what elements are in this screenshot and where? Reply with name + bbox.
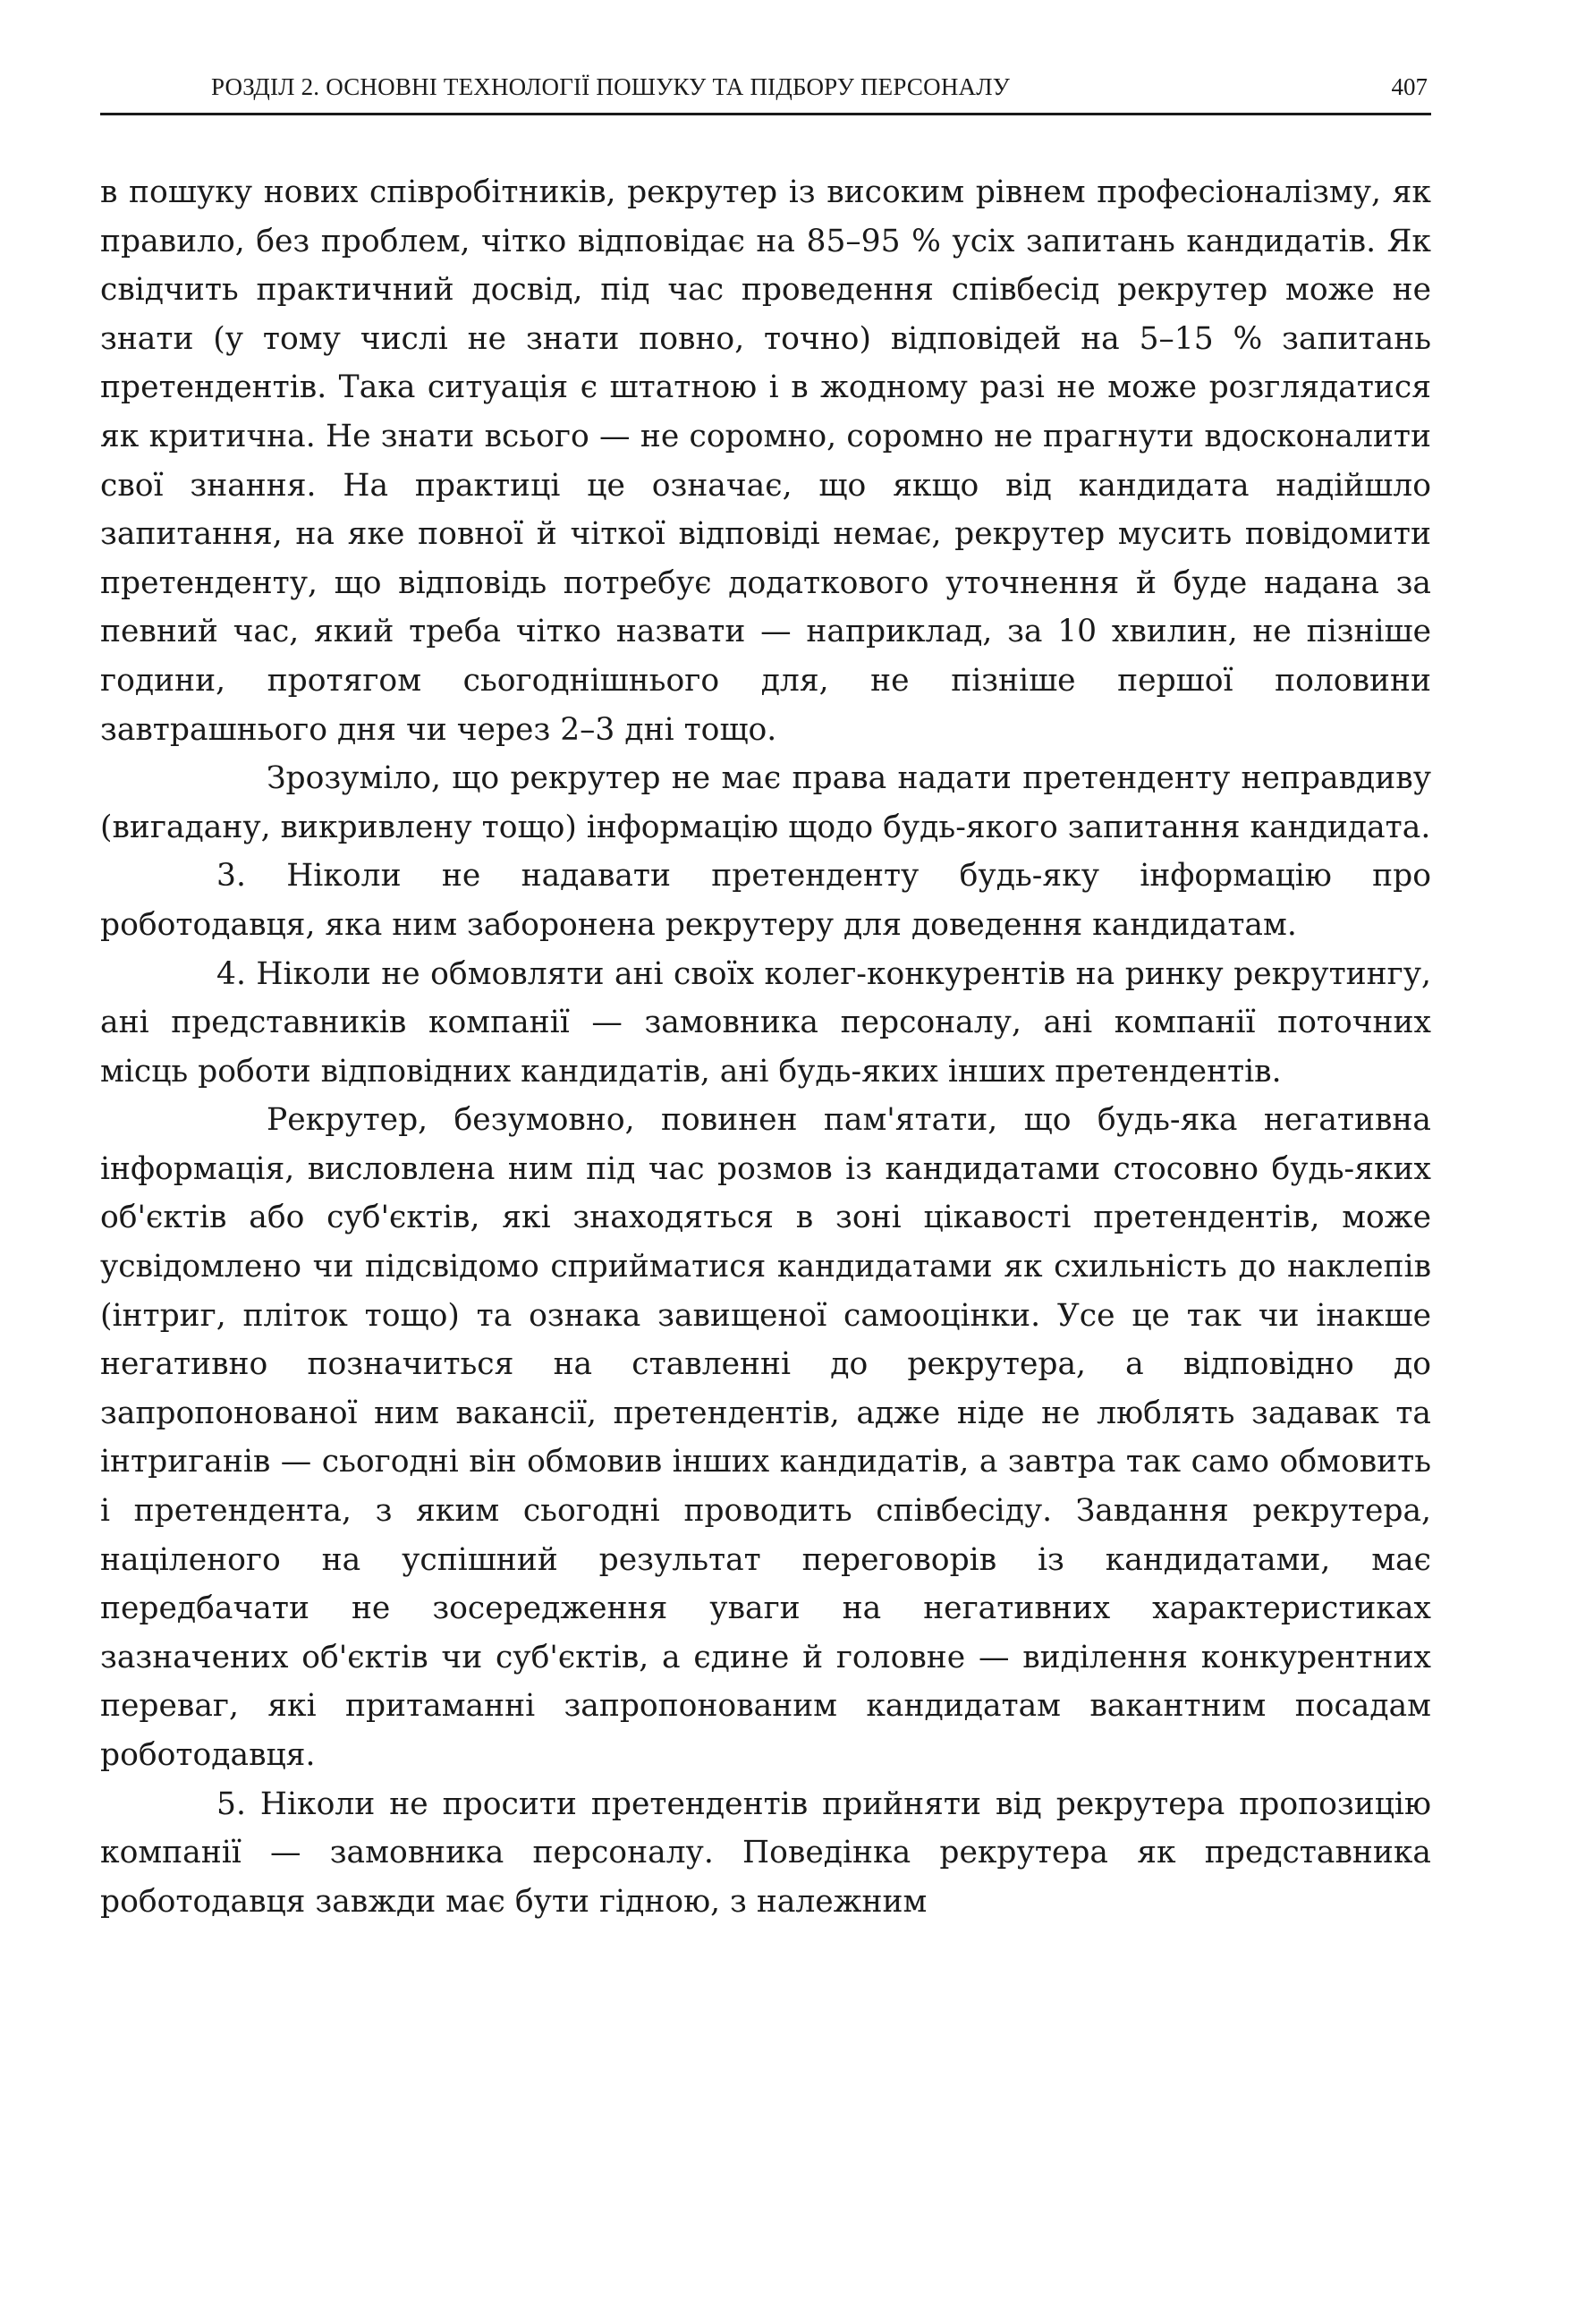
paragraph-clarification: Зрозуміло, що рекрутер не має права надати претенденту неправдиву (вигадану, викривлену тощо) інформацію щодо будь-якого запитання кандидата.	[100, 760, 1431, 845]
paragraph-recruiter-note: Рекрутер, безумовно, повинен пам'ятати, що будь-яка негативна інформація, висловлена ним під час розмов із кандидатами стосовно будь-яких об'єктів або суб'єктів, які знаходяться в зоні цікавості претендентів, може усвідомлено чи підсвідомо сприйматися кандидатами як схильність до наклепів (інтриг, пліток тощо) та ознака завищеної самооцінки. Усе це так чи інакше негативно позначиться на ставленні до рекрутера, а відповідно до запропонованої ним вакансії, претендентів, адже ніде не люблять задавак та інтриганів — сьогодні він обмовив інших кандидатів, а завтра так само обмовить і претендента, з яким сьогодні проводить співбесіду. Завдання рекрутера, націленого на успішний результат переговорів із кандидатами, має передбачати не зосередження уваги на негативних характеристиках зазначених об'єктів чи суб'єктів, а єдине й головне — виділення конкурентних переваг, які притаманні запропонованим кандидатам вакантним посадам роботодавця.	[100, 1102, 1431, 1773]
running-title: РОЗДІЛ 2. ОСНОВНІ ТЕХНОЛОГІЇ ПОШУКУ ТА ПІДБОРУ ПЕРСОНАЛУ	[211, 73, 1011, 100]
list-item-4: 4. Ніколи не обмовляти ані своїх колег-конкурентів на ринку рекрутингу, ані представників компанії — замовника персоналу, ані компанії поточних місць роботи відповідних кандидатів, ані будь-яких інших претендентів.	[100, 955, 1431, 1090]
page-number: 407	[1391, 73, 1428, 100]
paragraph-continuation: в пошуку нових співробітників, рекрутер із високим рівнем професіоналізму, як правило, без проблем, чітко відповідає на 85–95 % усіх запитань кандидатів. Як свідчить практичний досвід, під час проведення співбесід рекрутер може не знати (у тому числі не знати повно, точно) відповідей на 5–15 % запитань претендентів. Така ситуація є штатною і в жодному разі не може розглядатися як критична. Не знати всього — не соромно, соромно не прагнути вдосконалити свої знання. На практиці це означає, що якщо від кандидата надійшло запитання, на яке повної й чіткої відповіді немає, рекрутер мусить повідомити претенденту, що відповідь потребує додаткового уточнення й буде надана за певний час, який треба чітко назвати — наприклад, за 10 хвилин, не пізніше години, протягом сьогоднішнього для, не пізніше першої половини завтрашнього дня чи через 2–3 дні тощо.	[100, 174, 1431, 748]
list-item-3: 3. Ніколи не надавати претенденту будь-яку інформацію про роботодавця, яка ним заборонена рекрутеру для доведення кандидатам.	[100, 858, 1431, 943]
body-text	[100, 168, 1431, 1926]
list-item-5: 5. Ніколи не просити претендентів прийняти від рекрутера пропозицію компанії — замовника персоналу. Поведінка рекрутера як представника роботодавця завжди має бути гідною, з належним	[100, 1785, 1431, 1920]
running-header	[100, 72, 1431, 115]
